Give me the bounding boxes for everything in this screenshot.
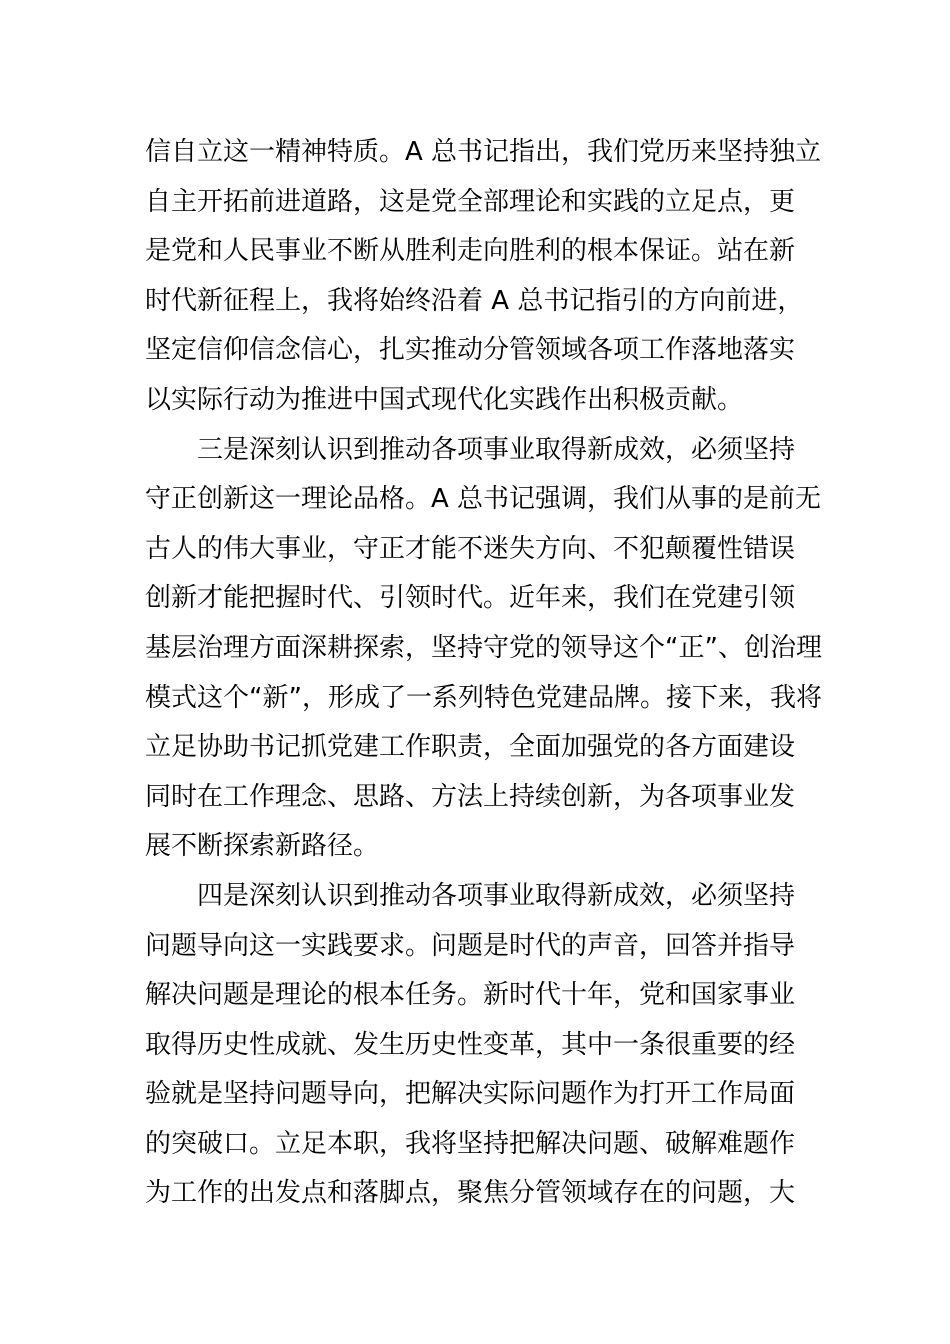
- paragraph-four-start: 四是深刻认识到推动各项事业取得新成效，必须坚持: [197, 880, 796, 911]
- text-line-21: 的突破口。立足本职，我将坚持把解决问题、破解难题作: [145, 1128, 796, 1159]
- text-line-19: 取得历史性成就、发生历史性变革，其中一条很重要的经: [145, 1029, 796, 1060]
- body-text: [145, 128, 822, 1219]
- text-line-2: 自主开拓前进道路，这是党全部理论和实践的立足点，更: [145, 186, 796, 217]
- text-line-4: 时代新征程上，我将始终沿着 A 总书记指引的方向前进，: [145, 285, 804, 316]
- text-line-12: 模式这个“新”，形成了一系列特色党建品牌。接下来，我将: [145, 682, 822, 713]
- text-line-15: 展不断探索新路径。: [145, 831, 380, 862]
- text-line-10: 创新才能把握时代、引领时代。近年来，我们在党建引领: [145, 583, 796, 614]
- text-line-8: 守正创新这一理论品格。A 总书记强调，我们从事的是前无: [145, 484, 822, 515]
- text-line-17: 问题导向这一实践要求。问题是时代的声音，回答并指导: [145, 930, 796, 961]
- text-line-13: 立足协助书记抓党建工作职责，全面加强党的各方面建设: [145, 732, 796, 763]
- text-line-20: 验就是坚持问题导向，把解决实际问题作为打开工作局面: [145, 1079, 796, 1110]
- text-line-6: 以实际行动为推进中国式现代化实践作出积极贡献。: [145, 384, 744, 415]
- paragraph-three-start: 三是深刻认识到推动各项事业取得新成效，必须坚持: [197, 434, 796, 465]
- text-line-1: 信自立这一精神特质。A 总书记指出，我们党历来坚持独立: [145, 137, 822, 167]
- text-line-14: 同时在工作理念、思路、方法上持续创新，为各项事业发: [145, 781, 796, 812]
- text-line-11: 基层治理方面深耕探索，坚持守党的领导这个“正”、创治理: [145, 632, 822, 663]
- text-line-9: 古人的伟大事业，守正才能不迷失方向、不犯颠覆性错误: [145, 533, 796, 564]
- text-line-22: 为工作的出发点和落脚点，聚焦分管领域存在的问题，大: [145, 1178, 796, 1209]
- text-line-5: 坚定信仰信念信心，扎实推动分管领域各项工作落地落实: [145, 335, 796, 366]
- text-line-18: 解决问题是理论的根本任务。新时代十年，党和国家事业: [145, 980, 796, 1011]
- text-line-3: 是党和人民事业不断从胜利走向胜利的根本保证。站在新: [145, 236, 796, 267]
